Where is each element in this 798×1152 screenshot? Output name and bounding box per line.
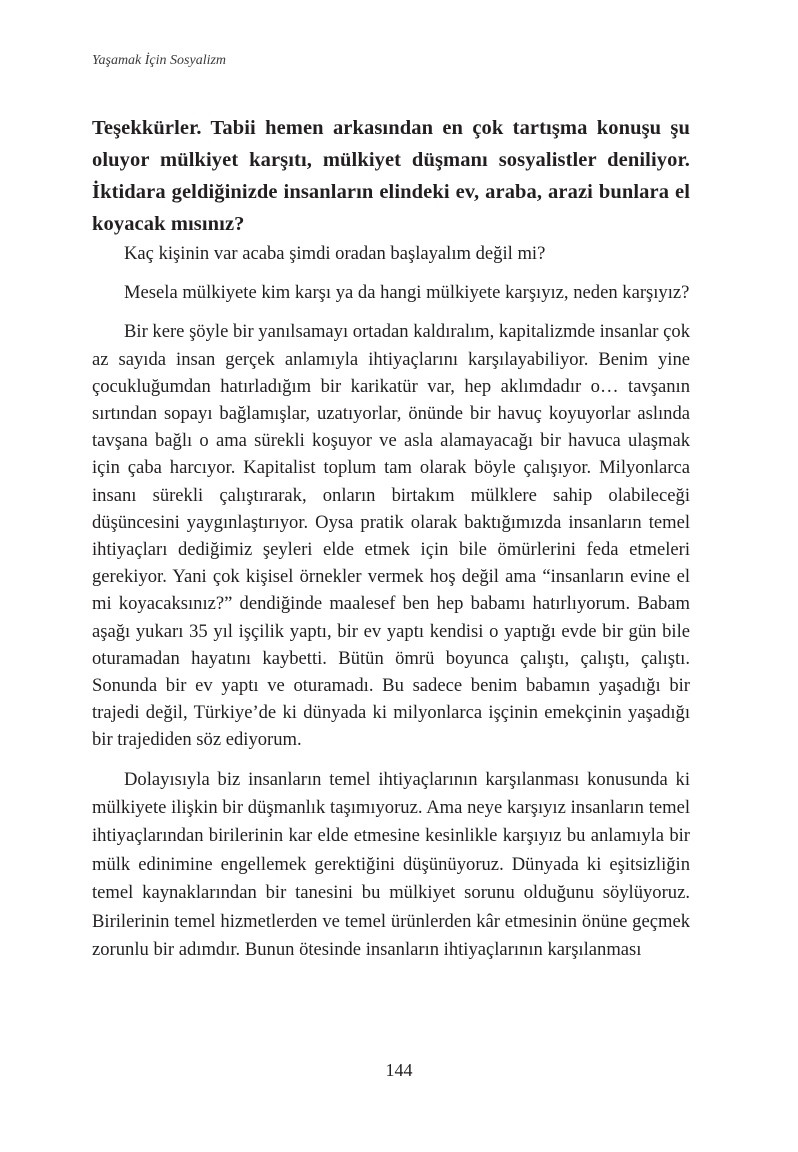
answer-paragraph-3: Bir kere şöyle bir yanılsamayı ortadan kaldıralım, kapitalizmde insanlar çok az sayıda insan gerçek anlamıyla ihtiyaçlarını karşılayabiliyor. Benim yine çocukluğumdan hatırladığım bir karikatür var, hep aklımdadır o… tavşanın sırtından sopayı bağlamışlar, uzatıyorlar, önünde bir havuç koyuyorlar aslında tavşana bağlı o ama sürekli koşuyor ve asla alamayacağı bir havuca ulaşmak için çaba harcıyor. Kapitalist toplum tam olarak böyle çalışıyor. Milyonlarca insanı sürekli çalıştırarak, onların birtakım mülklere sahip olabileceği düşüncesini yaygınlaştırıyor. Oysa pratik olarak baktığımızda insanların temel ihtiyaçları dediğimiz şeyleri elde etmek için bile ömürlerini feda etmeleri gerekiyor. Yani çok kişisel örnekler vermek hoş değil ama “insanların evine el mi koyacaksınız?” dendiğinde maalesef ben hep babamı hatırlıyorum. Babam aşağı yukarı 35 yıl işçilik yaptı, bir ev yaptı kendisi o yaptığı evde bir gün bile oturamadan hayatını kaybetti. Bütün ömrü boyunca çalıştı, çalıştı, çalıştı. Sonunda bir ev yaptı ve oturamadı. Bu sadece benim babamın yaşadığı bir trajedi değil, Türkiye’de ki dünyada ki milyonlarca işçinin emekçinin yaşadığı bir trajediden söz ediyorum. [92,321,690,751]
answer-paragraph-1: Kaç kişinin var acaba şimdi oradan başlayalım değil mi? [124,243,546,264]
interview-question: Teşekkürler. Tabii hemen arkasından en çok tartışma konuşu şu oluyor mülkiyet karşıtı, mülkiyet düşmanı sosyalistler deniliyor. İktidara geldiğinizde insanların elindeki ev, araba, arazi bunlara el koyacak mısınız? [92,117,690,235]
page-body [92,112,690,965]
answer-paragraph-2: Mesela mülkiyete kim karşı ya da hangi mülkiyete karşıyız, neden karşıyız? [124,282,690,304]
page-number: 144 [385,1060,413,1080]
running-header: Yaşamak İçin Sosyalizm [92,53,227,68]
answer-paragraph-4: Dolayısıyla biz insanların temel ihtiyaçlarının karşılanması konusunda ki mülkiyete ilişkin bir düşmanlık taşımıyoruz. Ama neye karşıyız insanların temel ihtiyaçlarından birilerinin kar elde etmesine kesinlikle karşıyız bu anlamıyla bir mülk edinimine engellemek gerektiğini düşünüyoruz. Dünyada ki eşitsizliğin temel kaynaklarından bir tanesini bu mülkiyet sorunu olduğunu söylüyoruz. Birilerinin temel hizmetlerden ve temel ürünlerden kâr etmesinin önüne geçmek zorunlu bir adımdır. Bunun ötesinde insanların ihtiyaçlarının karşılanması [92,768,690,961]
